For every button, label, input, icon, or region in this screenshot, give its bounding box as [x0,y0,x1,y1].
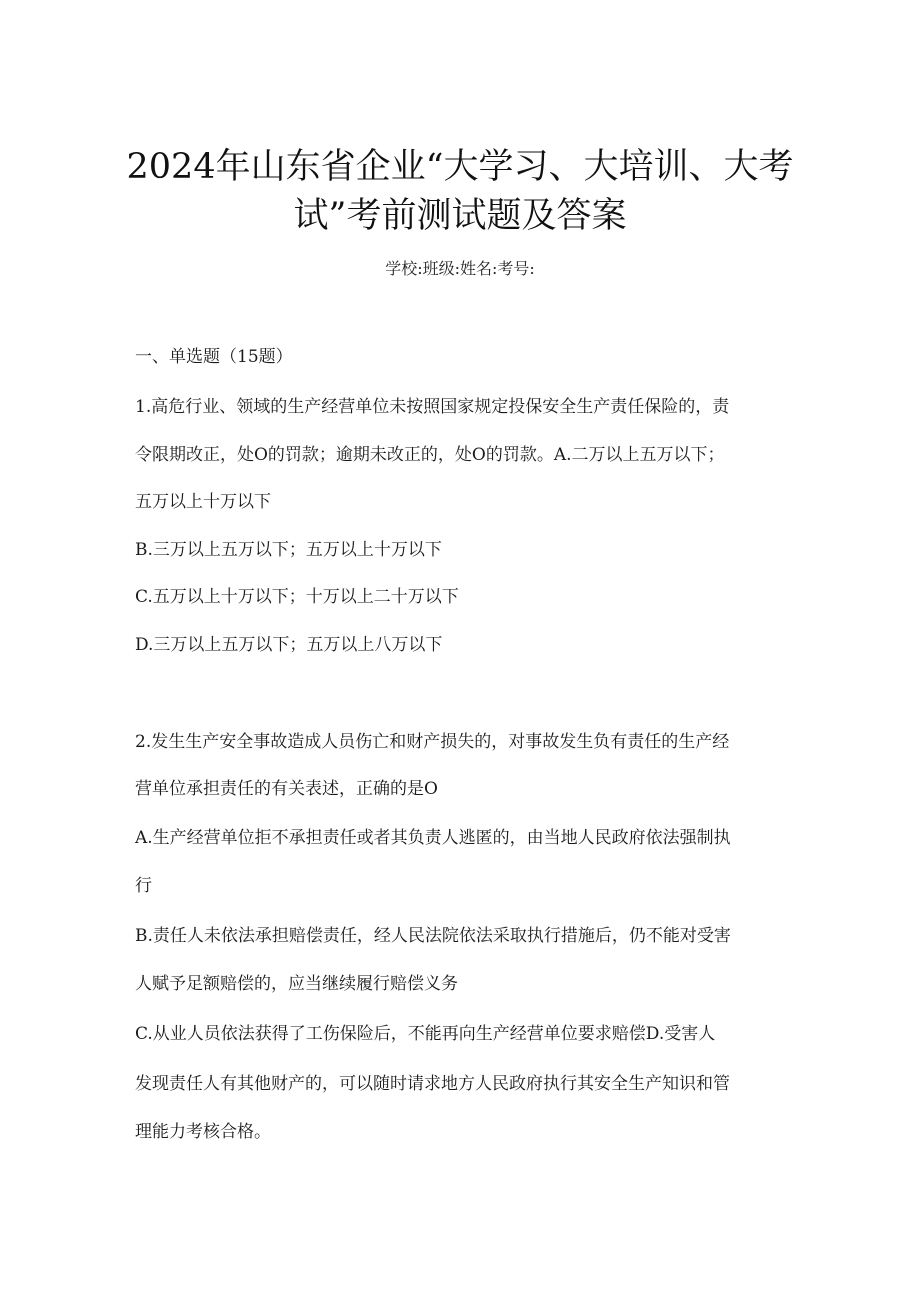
question-1-option-b: B.三万以上五万以下；五万以上十万以下 [135,540,442,560]
question-2-option-d: 发现责任人有其他财产的，可以随时请求地方人民政府执行其安全生产知识和管 [135,1074,730,1094]
question-1-option-c: C.五万以上十万以下；十万以上二十万以下 [135,587,459,607]
question-2-line-2: 营单位承担责任的有关表述，正确的是O [135,779,438,799]
question-2-line-1: 2.发生生产安全事故造成人员伤亡和财产损失的，对事故发生负有责任的生产经 [135,732,730,752]
question-2-option-b-cont: 人赋予足额赔偿的，应当继续履行赔偿义务 [135,974,458,994]
question-1-line-1: 1.高危行业、领域的生产经营单位未按照国家规定投保安全生产责任保险的，责 [135,397,730,417]
question-1-option-d: D.三万以上五万以下；五万以上八万以下 [135,635,443,655]
question-2-option-d-cont: 理能力考核合格。 [135,1122,271,1142]
question-2-option-c: C.从业人员依法获得了工伤保险后，不能再向生产经营单位要求赔偿D.受害人 [135,1024,716,1044]
document-title-line-1: 2024年山东省企业“大学习、大培训、大考 [126,147,794,187]
question-1-line-2: 令限期改正，处O的罚款；逾期未改正的，处O的罚款。A.二万以上五万以下； [135,445,725,465]
question-2-option-a-cont: 行 [135,876,152,896]
question-2-option-a: A.生产经营单位拒不承担责任或者其负责人逃匿的，由当地人民政府依法强制执 [135,828,731,848]
question-1-line-3: 五万以上十万以下 [135,492,271,512]
question-2-option-b: B.责任人未依法承担赔偿责任，经人民法院依法采取执行措施后，仍不能对受害 [135,926,731,946]
section-heading: 一、单选题（15题） [135,347,293,367]
student-info-line: 学校:班级:姓名:考号: [385,259,535,278]
document-title-line-2: 试”考前测试题及答案 [293,196,627,236]
